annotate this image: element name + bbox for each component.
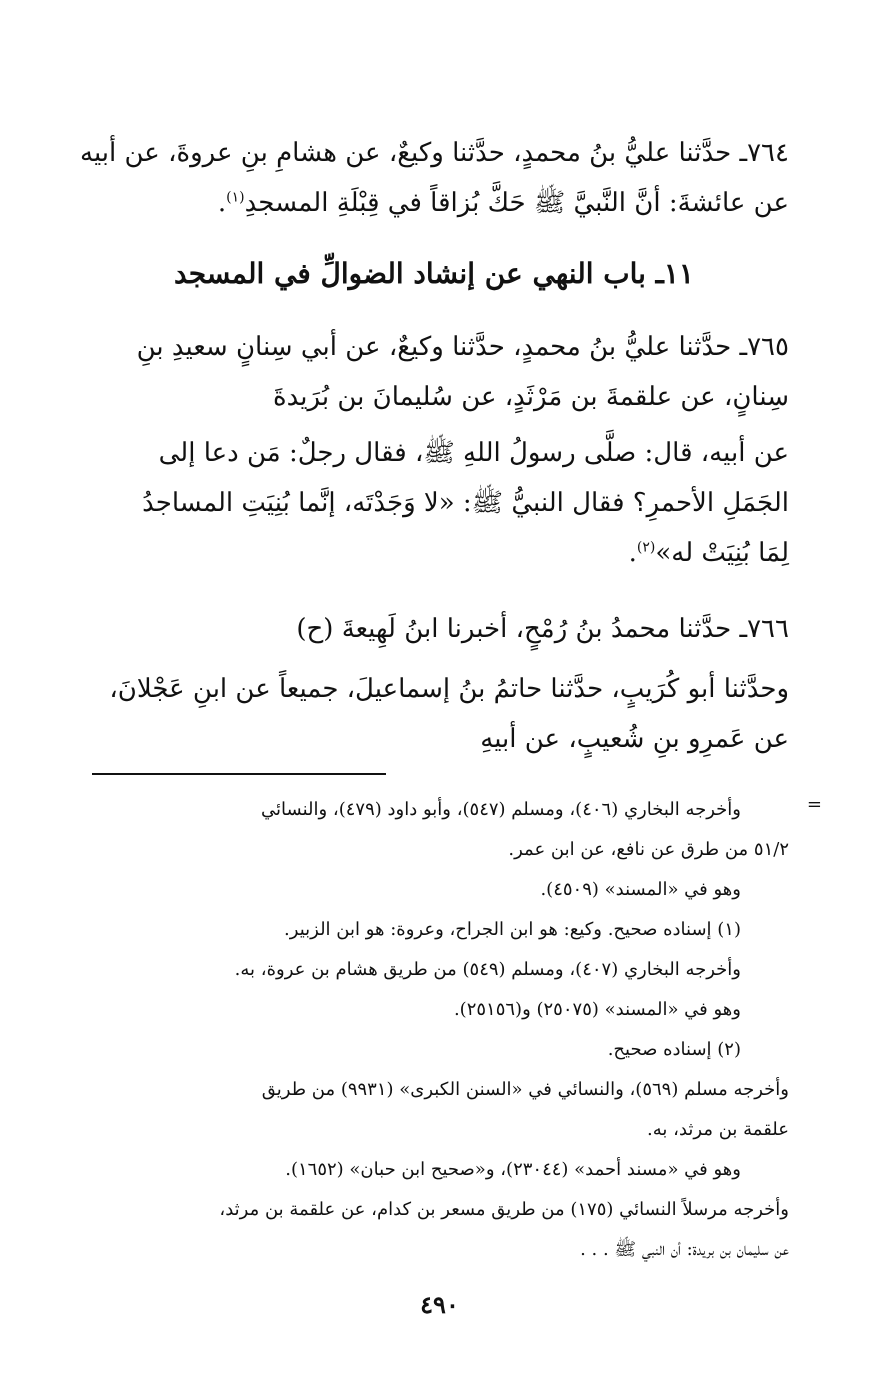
footnote-ref-1: (١)	[226, 189, 245, 206]
footnote-line: وهو في «المسند» (٢٥٠٧٥) و(٢٥١٥٦).	[453, 999, 741, 1020]
hadith-766-line-3: عن عَمرِو بنِ شُعيبٍ، عن أبيهِ	[480, 724, 789, 754]
footnote-line: وهو في «المسند» (٤٥٠٩).	[540, 879, 741, 900]
footnote-continuation-mark: =	[806, 794, 822, 815]
footnotes	[77, 790, 789, 1270]
footnote-line: وأخرجه البخاري (٤٠٦)، ومسلم (٥٤٧)، وأبو داود (٤٧٩)، والنسائي	[261, 799, 741, 820]
footnote-1: (١) إسناده صحيح. وكيع: هو ابن الجراح، وعروة: هو ابن الزبير.	[284, 919, 741, 940]
section-heading: ١١ـ باب النهي عن إنشاد الضوالِّ في المسجد	[174, 257, 694, 290]
hadith-765-line-1: ٧٦٥ـ حدَّثنا عليُّ بنُ محمدٍ، حدَّثنا وكيعٌ، عن أبي سِنانٍ سعيدِ بنِ	[136, 332, 789, 362]
hadith-765-isnad	[77, 322, 789, 422]
footnote-line: وأخرجه مرسلاً النسائي (١٧٥) من طريق مسعر بن كدام، عن علقمة بن مرثد،	[219, 1199, 789, 1220]
footnote-separator	[92, 773, 386, 775]
hadith-765-matn-line-3: لِمَا بُنِيَتْ له»$^{(٢)}$.	[628, 538, 789, 568]
hadith-765-matn	[77, 428, 789, 578]
footnote-line: ٥١/٢ من طرق عن نافع، عن ابن عمر.	[508, 839, 789, 860]
footnote-line: وأخرجه مسلم (٥٦٩)، والنسائي في «السنن الكبرى» (٩٩٣١) من طريق	[261, 1079, 789, 1100]
footnote-line: علقمة بن مرثد، به.	[647, 1119, 789, 1140]
hadith-764-line-2: عن عائشةَ: أنَّ النَّبيَّ ﷺ حَكَّ بُزاقاً في قِبْلَةِ المسجدِ$^{(١)}$.	[217, 188, 789, 218]
hadith-766-line-2: وحدَّثنا أبو كُرَيبٍ، حدَّثنا حاتمُ بنُ إسماعيلَ، جميعاً عن ابنِ عَجْلانَ،	[109, 674, 789, 704]
page-number: ٤٩٠	[420, 1290, 459, 1319]
hadith-765-matn-line-1: عن أبيه، قال: صلَّى رسولُ اللهِ ﷺ، فقال رجلٌ: مَن دعا إلى	[158, 438, 789, 468]
footnote-line: عن سليمان بن بريدة: أن النبي ﷺ . . .	[580, 1239, 789, 1260]
footnote-ref-2: (٢)	[636, 539, 656, 556]
hadith-766-line-1: ٧٦٦ـ حدَّثنا محمدُ بنُ رُمْحٍ، أخبرنا ابنُ لَهِيعةَ (ح)	[296, 614, 789, 644]
hadith-766-rest	[77, 664, 789, 764]
hadith-764-line-1: ٧٦٤ـ حدَّثنا عليُّ بنُ محمدٍ، حدَّثنا وكيعٌ، عن هشامِ بنِ عروةَ، عن أبيه	[80, 138, 789, 168]
hadith-764	[77, 128, 789, 228]
footnote-2: (٢) إسناده صحيح.	[607, 1039, 741, 1060]
hadith-765-matn-line-2: الجَمَلِ الأحمرِ؟ فقال النبيُّ ﷺ: «لا وَجَدْتَه، إنَّما بُنِيَتِ المساجدُ	[142, 488, 789, 518]
hadith-765-line-2: سِنانٍ، عن علقمةَ بن مَرْثَدٍ، عن سُليمانَ بن بُرَيدةَ	[273, 382, 789, 412]
footnote-line: وهو في «مسند أحمد» (٢٣٠٤٤)، و«صحيح ابن حبان» (١٦٥٢).	[285, 1159, 741, 1180]
footnote-line: وأخرجه البخاري (٤٠٧)، ومسلم (٥٤٩) من طريق هشام بن عروة، به.	[234, 959, 741, 980]
